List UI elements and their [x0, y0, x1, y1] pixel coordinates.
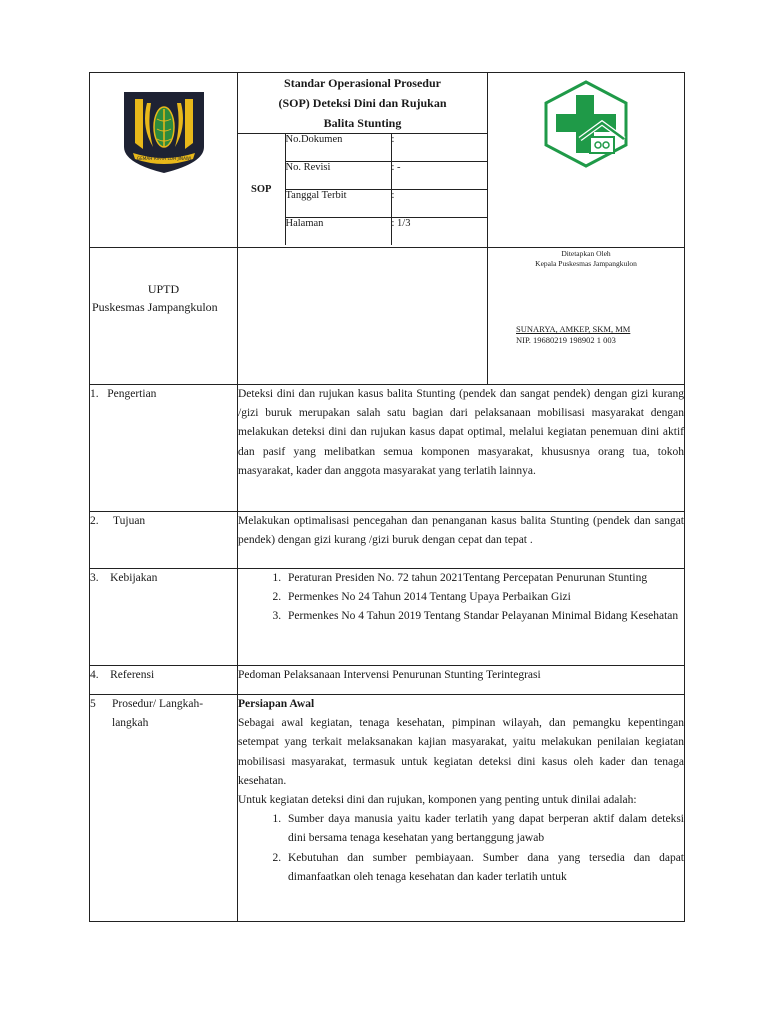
approval-cell — [488, 248, 685, 385]
section-title: Referensi — [110, 669, 155, 681]
blank-cell — [238, 248, 488, 385]
puskesmas-name: Puskesmas Jampangkulon — [92, 300, 218, 314]
list-item: 2. Kebutuhan dan sumber pembiayaan. Sumber dana yang tersedia dan dapat dimanfaatkan oleh tenaga kesehatan dan kader terlatih untuk — [284, 849, 684, 887]
procedure-content — [238, 695, 684, 919]
sop-document-table — [89, 72, 685, 922]
section-title: Prosedur/ Langkah-langkah — [112, 698, 204, 729]
title-line-2: (SOP) Deteksi Dini dan Rujukan — [278, 96, 447, 110]
approval-label: Ditetapkan Oleh — [561, 249, 611, 258]
signature-block — [516, 324, 630, 346]
title-line-1: Standar Operasional Prosedur — [284, 76, 441, 90]
section-number: 5 — [90, 698, 96, 710]
meta-label-no-dokumen: No.Dokumen — [285, 134, 391, 162]
sop-label: SOP — [238, 134, 285, 246]
regency-emblem-icon — [121, 89, 207, 175]
procedure-list — [238, 810, 684, 887]
procedure-paragraph: Sebagai awal kegiatan, tenaga kesehatan, pimpinan wilayah, dan pemangku kepentingan setempat yang terkait melaksanakan kajian masyarakat, yaitu melakukan penilaian kegiatan mobilisasi masyarakat, termasuk untuk kegiatan deteksi dini kasus oleh kader dan tenaga kesehatan. — [238, 717, 684, 787]
section-pengertian — [90, 385, 685, 512]
meta-label-tanggal-terbit: Tanggal Terbit — [285, 190, 391, 218]
meta-value-tanggal-terbit: : — [391, 190, 488, 218]
section-tujuan — [90, 512, 685, 569]
title-line-3: Balita Stunting — [323, 116, 402, 130]
section-title: Tujuan — [113, 515, 146, 527]
puskesmas-logo-icon — [540, 79, 632, 169]
signer-nip: NIP. 19680219 198902 1 003 — [516, 335, 616, 345]
policy-list — [238, 569, 684, 627]
document-meta-table — [238, 133, 488, 245]
meta-value-no-revisi: : - — [391, 162, 488, 190]
list-item: 3. Permenkes No 4 Tahun 2019 Tentang Standar Pelayanan Minimal Bidang Kesehatan — [284, 607, 684, 626]
meta-value-no-dokumen: : — [391, 134, 488, 162]
list-item: 2. Permenkes No 24 Tahun 2014 Tentang Upaya Perbaikan Gizi — [284, 588, 684, 607]
section-number: 3. — [90, 572, 99, 584]
title-and-meta-cell — [238, 73, 488, 248]
section-referensi — [90, 666, 685, 695]
regency-logo-cell — [90, 73, 238, 248]
svg-text:GEMAH RIPAH LOH JINAWI: GEMAH RIPAH LOH JINAWI — [136, 156, 191, 161]
meta-value-halaman: : 1/3 — [391, 218, 488, 246]
section-number: 4. — [90, 669, 99, 681]
header-row — [90, 73, 685, 248]
unit-cell — [90, 248, 238, 385]
list-item: 1. Peraturan Presiden No. 72 tahun 2021Tentang Percepatan Penurunan Stunting — [284, 569, 684, 588]
procedure-paragraph: Untuk kegiatan deteksi dini dan rujukan, komponen yang penting untuk dinilai adalah: — [238, 794, 637, 807]
section-text: Pedoman Pelaksanaan Intervensi Penurunan Stunting Terintegrasi — [238, 666, 685, 695]
procedure-heading: Persiapan Awal — [238, 698, 315, 710]
meta-label-no-revisi: No. Revisi — [285, 162, 391, 190]
section-title: Pengertian — [107, 388, 157, 400]
puskesmas-logo-cell — [488, 73, 685, 248]
section-number: 1. — [90, 388, 99, 400]
unit-row — [90, 248, 685, 385]
unit-name: UPTD — [147, 282, 180, 296]
section-text: Deteksi dini dan rujukan kasus balita Stunting (pendek dan sangat pendek) dengan gizi kurang /gizi buruk merupakan salah satu bagian dari pelaksanaan mobilisasi masyarakat dengan melakukan deteksi dini dan rujukan kasus dapat optimal, melalui kegiatan penemuan dini aktif dan pasif yang melibatkan semua komponen masyarakat, khususnya orang tua, tokoh masyarakat, kader dan anggota masyarakat yang terlatih lainnya. — [238, 385, 685, 512]
list-item: 1. Sumber daya manusia yaitu kader terlatih yang dapat berperan aktif dalam deteksi dini bersama tenaga kesehatan yang bertanggung jawab — [284, 810, 684, 848]
meta-label-halaman: Halaman — [285, 218, 391, 246]
section-kebijakan — [90, 569, 685, 666]
section-title: Kebijakan — [110, 572, 158, 584]
section-text: Melakukan optimalisasi pencegahan dan penanganan kasus balita Stunting (pendek dan sangat pendek) dengan gizi kurang /gizi buruk dengan cepat dan tepat . — [238, 512, 685, 569]
approval-title: Kepala Puskesmas Jampangkulon — [535, 259, 637, 268]
section-number: 2. — [90, 515, 99, 527]
signer-name: SUNARYA, AMKEP, SKM, MM — [516, 324, 631, 334]
section-prosedur — [90, 695, 685, 922]
document-title — [238, 73, 487, 133]
